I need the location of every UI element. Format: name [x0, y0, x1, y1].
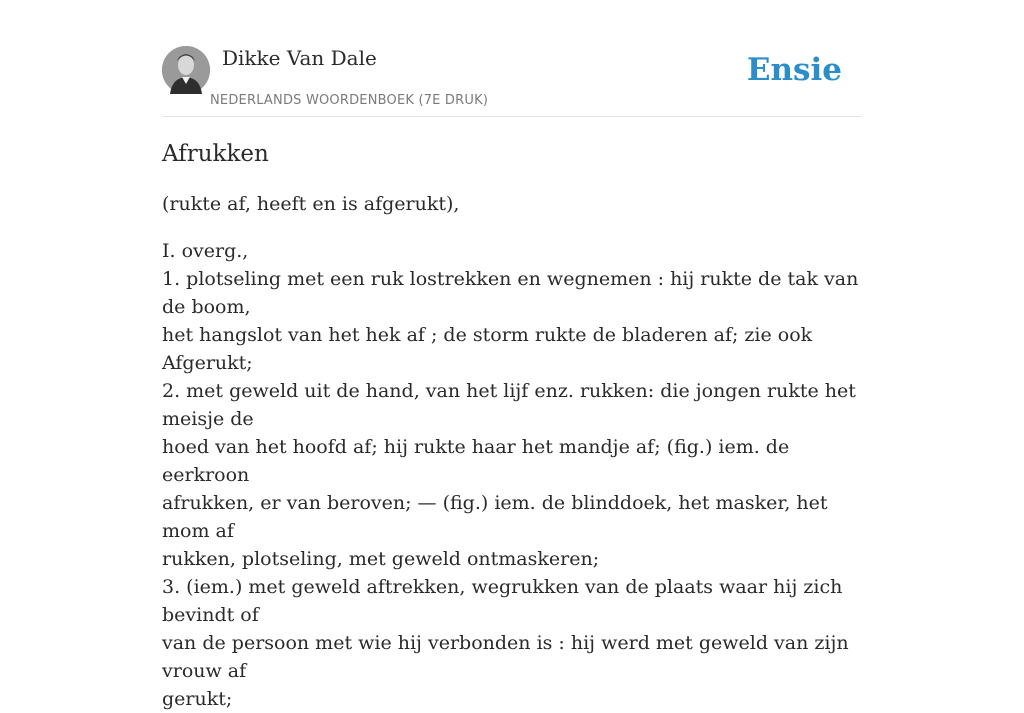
definition-line: afrukken, er van beroven; — (fig.) iem. de blinddoek, het masker, het mom af [162, 492, 828, 542]
source-name[interactable]: NEDERLANDS WOORDENBOEK (7E DRUK) [210, 93, 489, 108]
definition-line: hoed van het hoofd af; hij rukte haar het mandje af; (fig.) iem. de eerkroon [162, 436, 790, 486]
definition-line: het hangslot van het hek af ; de storm rukte de bladeren af; zie ook Afgerukt; [162, 324, 813, 374]
definition-line: gerukt; [162, 688, 233, 710]
entry-definition [162, 237, 867, 713]
definition-line: I. overg., [162, 240, 249, 262]
definition-line: van de persoon met wie hij verbonden is : hij werd met geweld van zijn vrouw af [162, 632, 849, 682]
definition-line: 1. plotseling met een ruk lostrekken en wegnemen : hij rukte de tak van de boom, [162, 268, 859, 318]
author-avatar[interactable] [162, 46, 210, 94]
author-name[interactable]: Dikke Van Dale [222, 46, 377, 70]
portrait-icon [162, 46, 210, 94]
header [162, 46, 862, 117]
brand-logo[interactable]: Ensie [746, 52, 842, 88]
entry-content [162, 140, 867, 713]
entry-headword: Afrukken [162, 141, 269, 167]
definition-line: 3. (iem.) met geweld aftrekken, wegrukken van de plaats waar hij zich bevindt of [162, 576, 843, 626]
entry-forms: (rukte af, heeft en is afgerukt), [162, 193, 460, 215]
definition-line: 2. met geweld uit de hand, van het lijf enz. rukken: die jongen rukte het meisje de [162, 380, 856, 430]
definition-line: rukken, plotseling, met geweld ontmaskeren; [162, 548, 600, 570]
